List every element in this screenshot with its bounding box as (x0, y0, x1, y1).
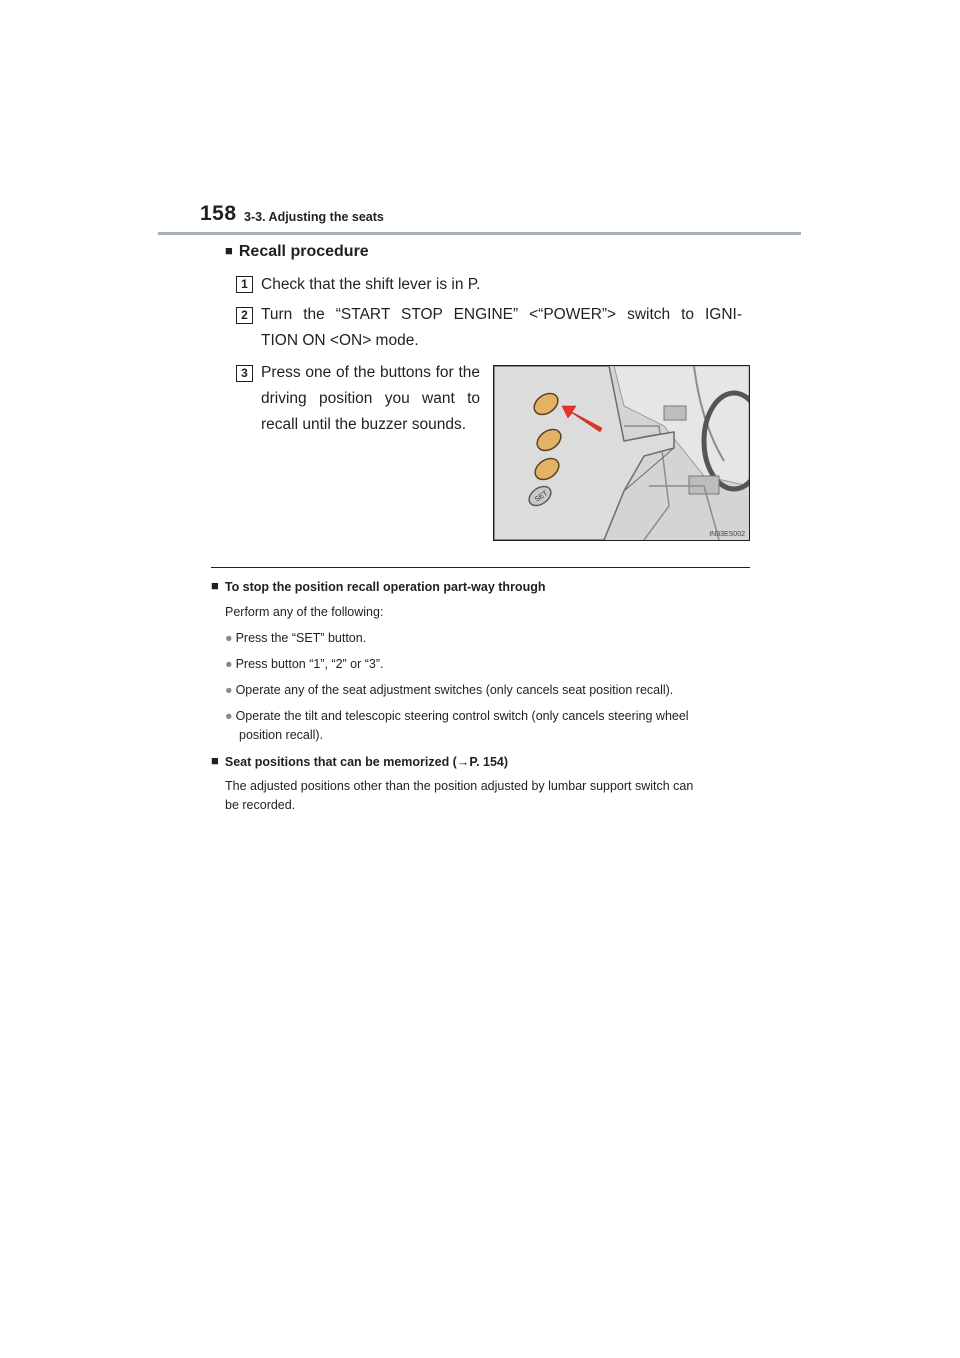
page-number: 158 (200, 202, 237, 225)
note-heading-text: To stop the position recall operation part-way through (224, 580, 546, 594)
step-number-3: 3 (236, 365, 253, 382)
header-rule (158, 232, 801, 235)
door-panel-drawing (494, 366, 749, 540)
note-bullet-3 (225, 681, 673, 700)
note-body-line1: The adjusted positions other than the position adjusted by lumbar support switch can (225, 779, 694, 793)
note-body-line2: be recorded. (225, 798, 296, 812)
square-bullet-icon: ■ (225, 243, 233, 258)
note-heading-text: Seat positions that can be memorized (→P. 154) (224, 755, 509, 769)
note-bullet-text: Operate any of the seat adjustment switches (only cancels seat position recall). (235, 683, 674, 697)
square-bullet-icon: ■ (211, 753, 219, 768)
note-bullet-1 (225, 629, 366, 648)
note-bullet-text: Press button “1”, “2” or “3”. (235, 657, 384, 671)
note-bullet-4 (225, 707, 689, 745)
circle-bullet-icon: ● (225, 683, 233, 697)
step-text-2 (261, 302, 742, 354)
note-heading-seat-positions (211, 754, 508, 769)
step-text-3 (261, 360, 480, 438)
note-bullet-2 (225, 655, 384, 674)
note-body-seat-positions (225, 777, 693, 815)
step-text-3-line2: driving position you want to (261, 390, 480, 407)
procedure-heading (225, 243, 369, 261)
step-text-2-line2: TION ON <ON> mode. (261, 332, 419, 349)
memory-buttons-illustration (493, 365, 750, 541)
circle-bullet-icon: ● (225, 631, 233, 645)
note-bullet-continuation: position recall). (239, 728, 324, 742)
note-bullet-text: Operate the tilt and telescopic steering control switch (only cancels steering wheel (235, 709, 689, 723)
step-number-1: 1 (236, 276, 253, 293)
circle-bullet-icon: ● (225, 657, 233, 671)
note-bullet-text: Press the “SET” button. (235, 631, 367, 645)
step-number-2: 2 (236, 307, 253, 324)
illustration-code: IN33ES002 (709, 531, 745, 538)
square-bullet-icon: ■ (211, 578, 219, 593)
note-intro: Perform any of the following: (225, 605, 384, 619)
procedure-heading-text: Recall procedure (238, 243, 369, 260)
step-text-1: Check that the shift lever is in P. (261, 276, 481, 293)
circle-bullet-icon: ● (225, 709, 233, 723)
section-title: 3-3. Adjusting the seats (244, 210, 384, 224)
step-text-3-line3: recall until the buzzer sounds. (261, 416, 467, 433)
note-heading-stop-recall (211, 579, 545, 594)
step-text-3-line1: Press one of the buttons for the (261, 364, 480, 381)
step-text-2-line1: Turn the “START STOP ENGINE” <“POWER”> switch to IGNI- (261, 306, 742, 323)
set-button-label: SET (533, 489, 550, 504)
notes-rule (211, 567, 750, 568)
